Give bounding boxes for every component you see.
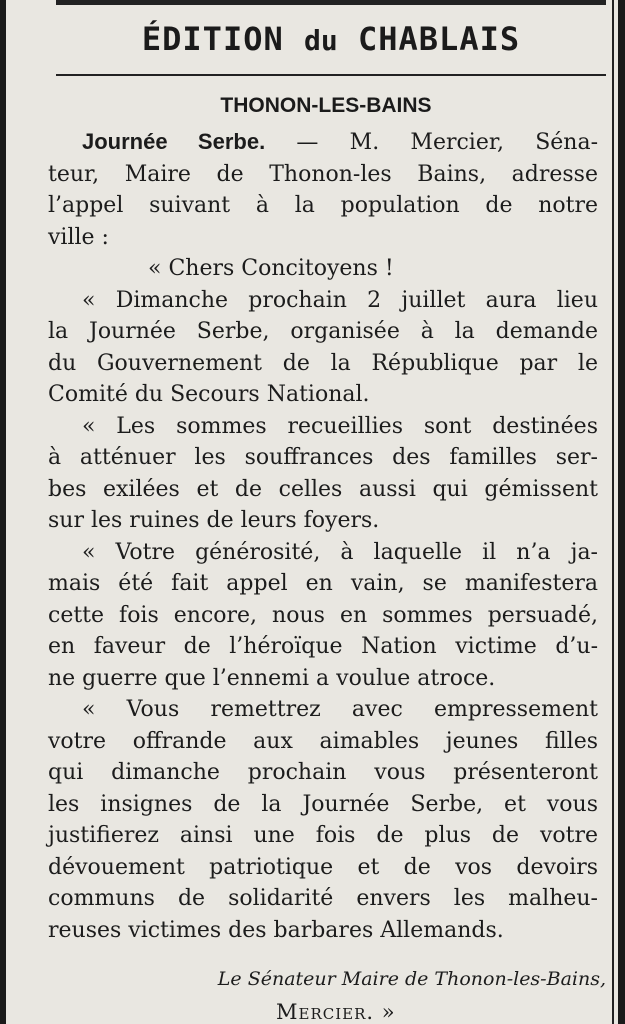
lead-title: Journée Serbe. (82, 129, 266, 154)
article-body (48, 126, 598, 946)
article-line: teur, Maire de Thonon-les Bains, adresse (48, 161, 598, 187)
article-line: les insignes de la Journée Serbe, et vous (48, 791, 598, 817)
article-line: votre offrande aux aimables jeunes filles (48, 728, 598, 754)
newspaper-clipping (6, 0, 618, 1024)
edition-header (56, 14, 606, 64)
article-line: Journée Serbe. — M. Mercier, Séna- (82, 129, 598, 155)
article-line: l’appel suivant à la population de notre (48, 193, 598, 218)
article-line: communs de solidarité envers les malheu- (48, 886, 598, 911)
header-rule (56, 74, 606, 76)
article-line: reuses victimes des barbares Allemands. (48, 917, 504, 943)
article-line: « Les sommes recueillies sont destinées (82, 413, 598, 439)
article-line: Comité du Secours National. (48, 382, 370, 407)
column-rule (612, 0, 614, 1024)
signature-name: Mercier. » (276, 1000, 396, 1024)
signature-title: Le Sénateur Maire de Thonon-les-Bains, (217, 968, 606, 990)
article-line: justifierez ainsi une fois de plus de votre (48, 823, 598, 848)
region-word: CHABLAIS (357, 20, 521, 58)
article-line: à atténuer les souffrances des familles ser- (48, 445, 598, 470)
top-rule (56, 0, 606, 5)
article-line: ne guerre que l’ennemi a voulue atroce. (48, 665, 496, 691)
city-heading: THONON-LES-BAINS (220, 94, 432, 117)
article-line: ville : (48, 224, 109, 250)
article-line: du Gouvernement de la République par le (48, 350, 598, 376)
edition-word: ÉDITION (141, 20, 284, 58)
article-line: « Vous remettrez avec empressement (82, 697, 598, 722)
article-line: cette fois encore, nous en sommes persuadé, (48, 602, 598, 628)
article-line: qui dimanche prochain vous présenteront (48, 760, 598, 785)
article-line: « Chers Concitoyens ! (148, 256, 394, 281)
article-line: sur les ruines de leurs foyers. (48, 508, 380, 533)
article-line: « Votre générosité, à laquelle il n’a ja- (82, 539, 598, 565)
article-line: la Journée Serbe, organisée à la demande (48, 319, 598, 344)
article-line: dévouement patriotique et de vos devoirs (48, 854, 598, 880)
article-line: bes exilées et de celles aussi qui gémissent (48, 476, 598, 502)
article-line: en faveur de l’héroïque Nation victime d’u- (48, 634, 598, 659)
du-word: du (304, 24, 338, 57)
article-line: mais été fait appel en vain, se manifestera (48, 571, 598, 596)
article-line: « Dimanche prochain 2 juillet aura lieu (82, 287, 598, 313)
